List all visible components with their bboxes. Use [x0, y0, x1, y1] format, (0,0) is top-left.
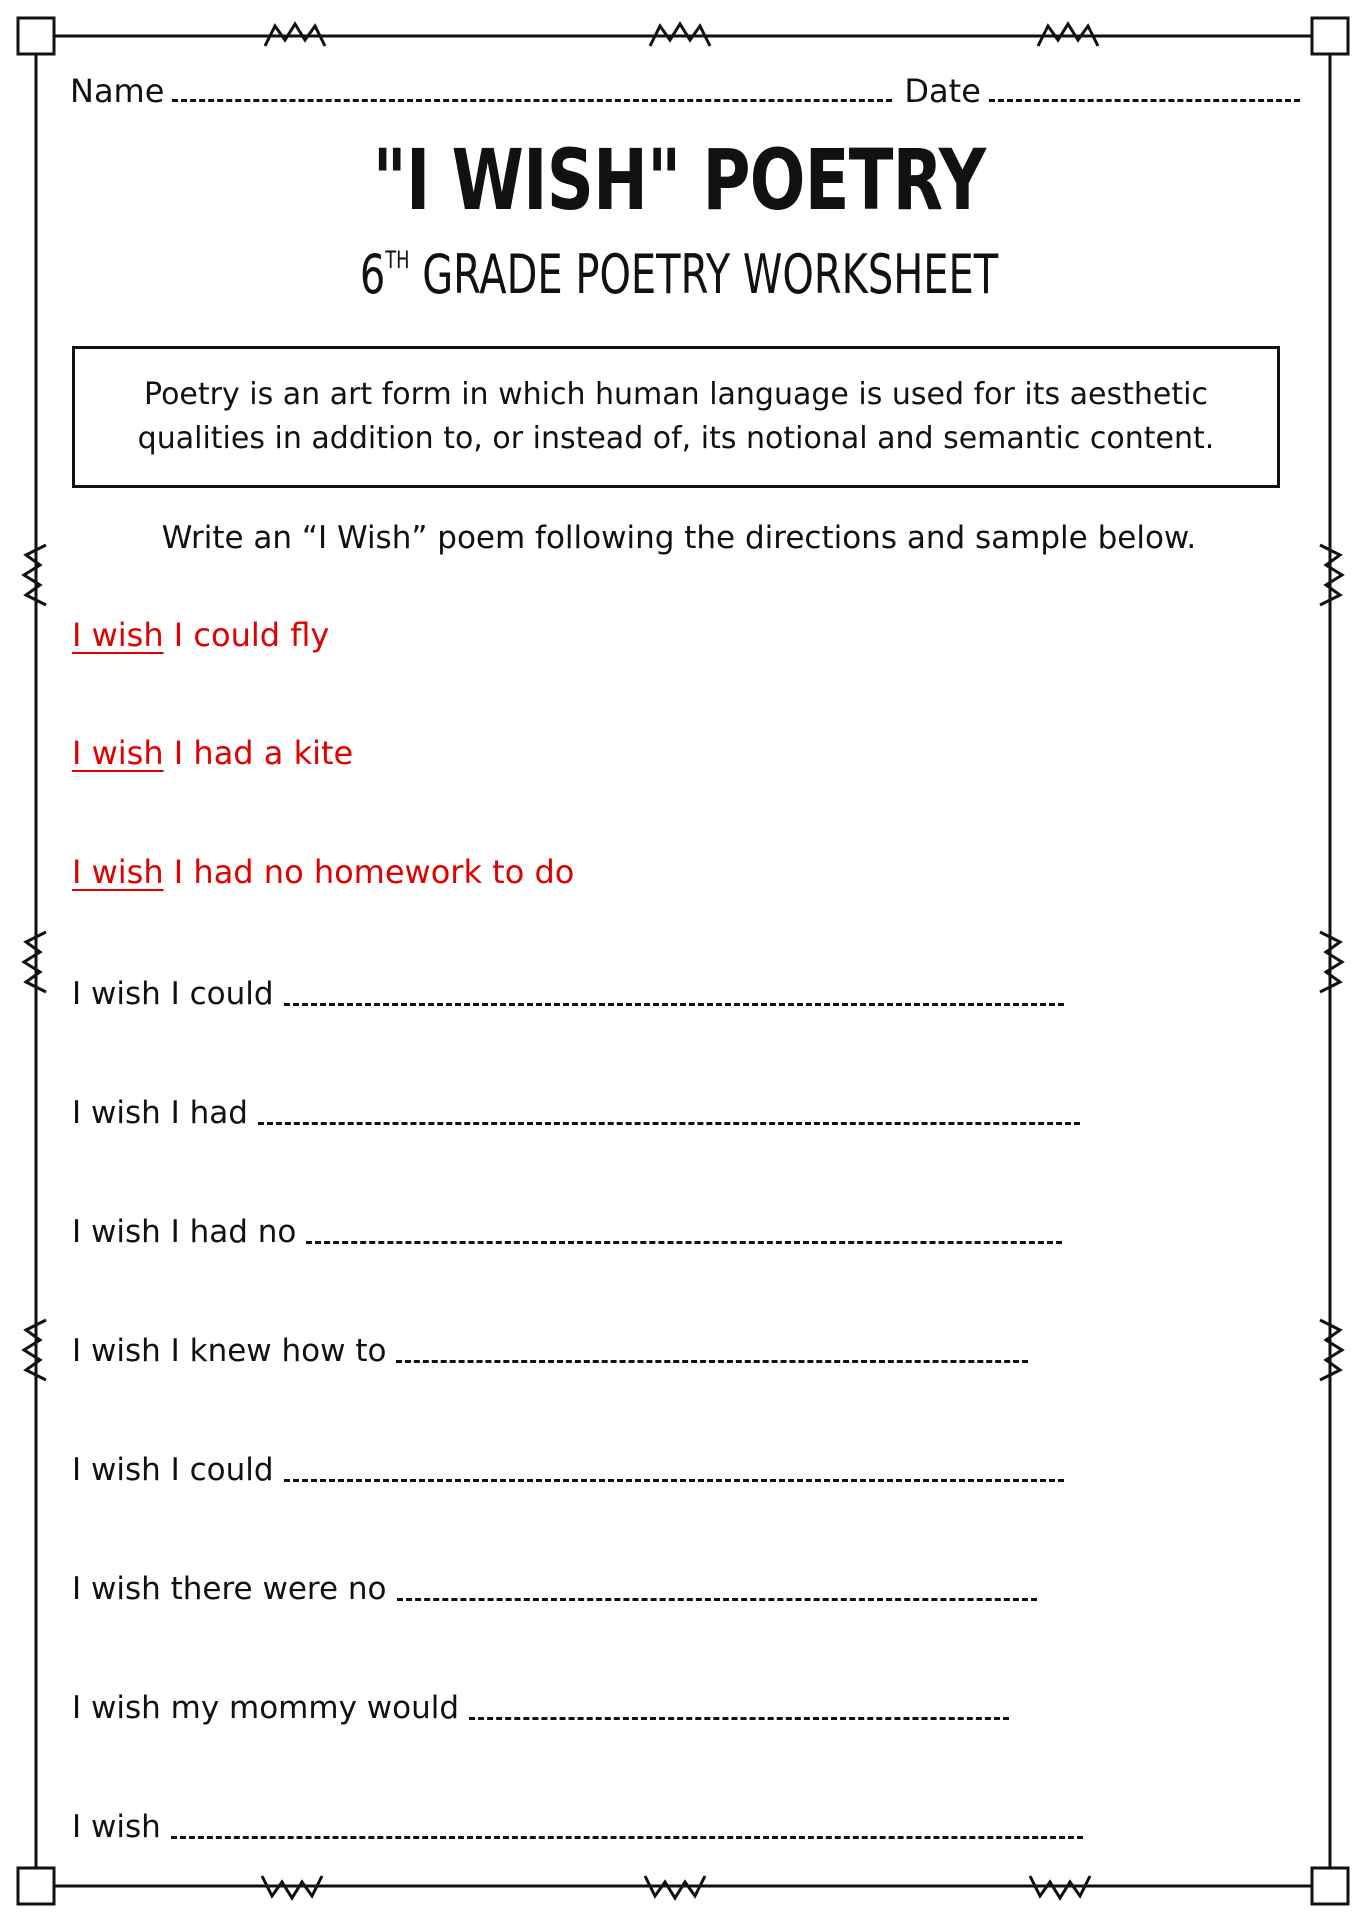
page-title: "I WISH" POETRY [372, 131, 986, 229]
prompt-line-4 [72, 1325, 1028, 1369]
sample-lead: I wish [72, 616, 164, 654]
name-label: Name [70, 72, 165, 110]
answer-field[interactable] [258, 1122, 1080, 1125]
directions-text: Write an “I Wish” poem following the directions and sample below. [161, 520, 1197, 556]
prompt-line-1 [72, 968, 1064, 1012]
sample-lead: I wish [72, 734, 164, 772]
prompt-line-2 [72, 1087, 1080, 1131]
definition-text: Poetry is an art form in which human language is used for its aesthetic qualities in addition to, or instead of, its notional and semantic content. [137, 377, 1215, 456]
prompt-line-8 [72, 1801, 1083, 1845]
sample-line-2 [72, 734, 353, 772]
name-field[interactable] [172, 99, 892, 102]
definition-box [72, 346, 1280, 488]
sample-line-3 [72, 853, 574, 891]
prompt-label: I wish I knew how to [72, 1333, 387, 1369]
sample-line-1 [72, 616, 329, 654]
prompt-label: I wish I had no [72, 1214, 297, 1250]
subtitle-text: GRADE POETRY WORKSHEET [422, 243, 999, 306]
prompt-line-7 [72, 1682, 1009, 1726]
prompt-label: I wish I could [72, 1452, 274, 1488]
date-label: Date [904, 72, 981, 110]
prompt-line-5 [72, 1444, 1064, 1488]
grade-number: 6 [359, 243, 386, 306]
prompt-line-3 [72, 1206, 1062, 1250]
prompt-label: I wish [72, 1809, 161, 1845]
answer-field[interactable] [469, 1717, 1009, 1720]
answer-field[interactable] [396, 1360, 1028, 1363]
sample-rest: I had no homework to do [163, 853, 575, 891]
prompt-label: I wish there were no [72, 1571, 387, 1607]
answer-field[interactable] [171, 1836, 1083, 1839]
prompt-label: I wish I could [72, 976, 274, 1012]
header-row [70, 64, 1300, 110]
prompt-line-6 [72, 1563, 1037, 1607]
sample-lead: I wish [72, 853, 164, 891]
grade-suffix: TH [385, 246, 410, 274]
prompt-label: I wish I had [72, 1095, 248, 1131]
answer-field[interactable] [306, 1241, 1062, 1244]
sample-rest: I had a kite [163, 734, 354, 772]
answer-field[interactable] [397, 1598, 1037, 1601]
sample-rest: I could fly [163, 616, 330, 654]
answer-field[interactable] [284, 1479, 1064, 1482]
prompt-label: I wish my mommy would [72, 1690, 460, 1726]
date-field[interactable] [989, 99, 1300, 102]
page-subtitle [177, 243, 1182, 306]
answer-field[interactable] [284, 1003, 1064, 1006]
